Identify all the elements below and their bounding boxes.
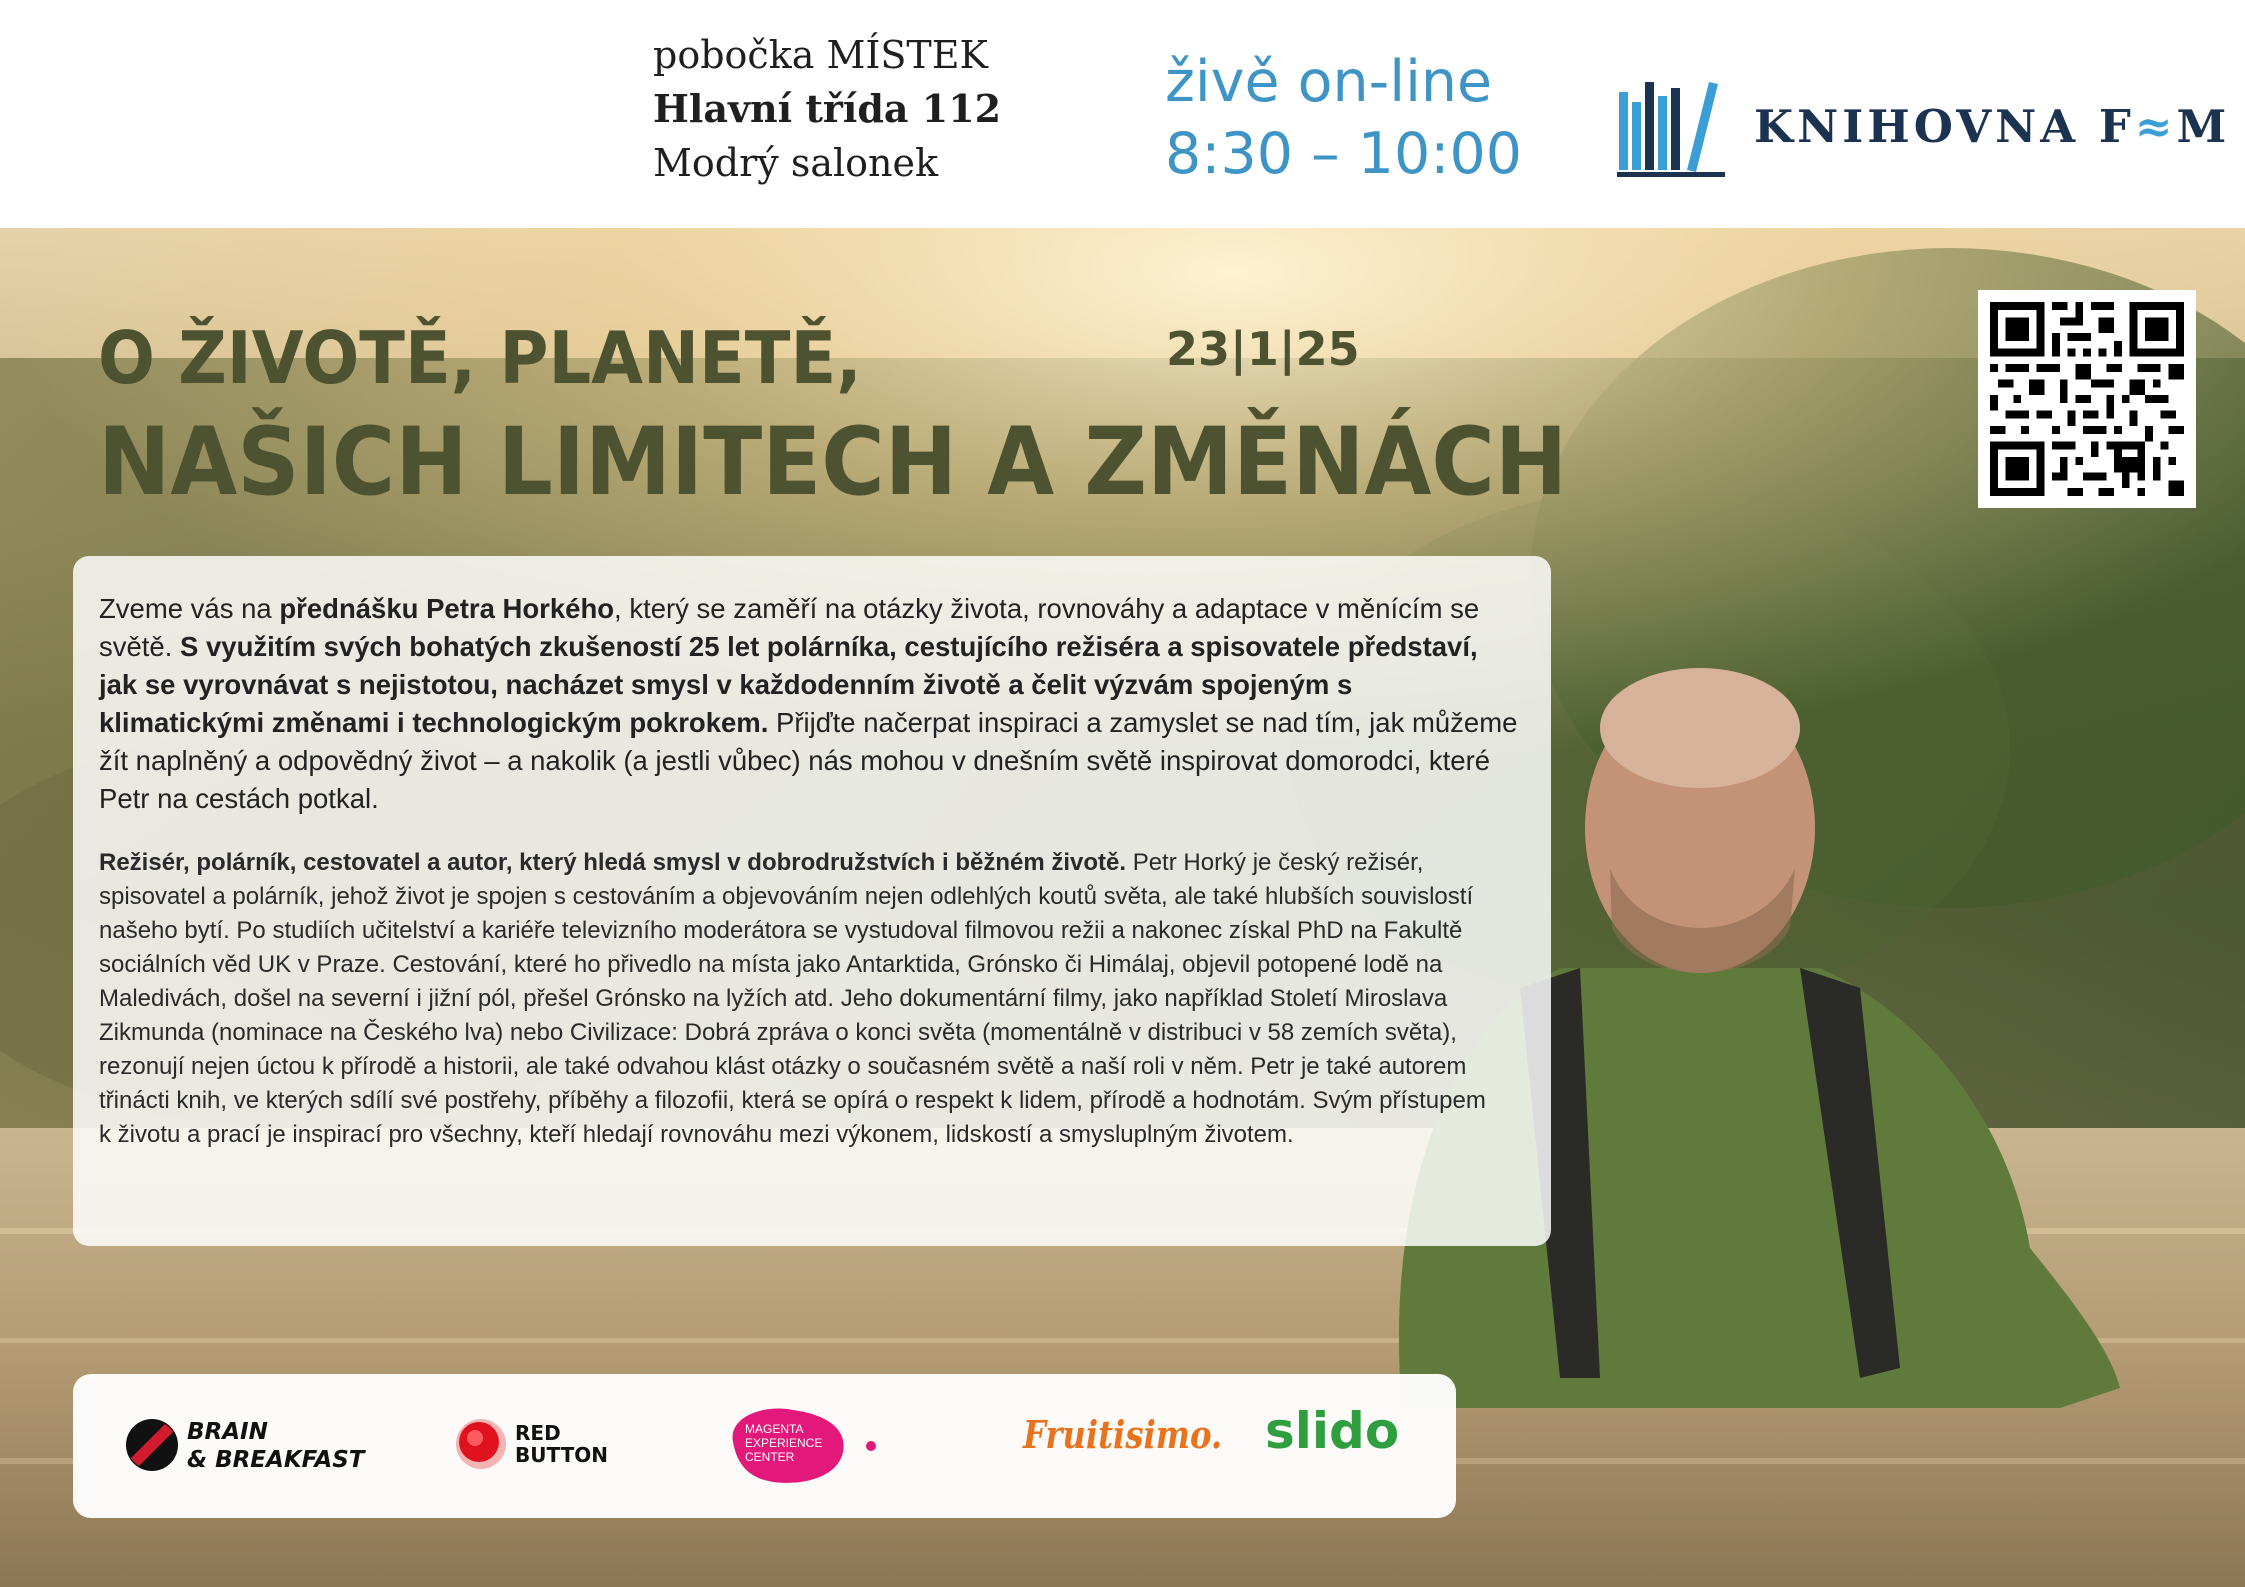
intro-highlight: S využitím svých bohatých zkušeností 25 let polárníka, cestujícího režiséra a spisovatele představí, jak se vyrovnávat s nejistotou, nacházet smysl v každodenním životě a čelit výzvám spojeným s klimatickými změnami i technologickým pokrokem. bbox=[99, 631, 1478, 738]
intro-text-1: Zveme vás na bbox=[99, 593, 280, 624]
library-name bbox=[1754, 100, 2230, 153]
intro-text-3: Přijďte načerpat inspiraci a zamyslet se nad tím, jak můžeme žít naplněný a odpovědný život – a nakolik (a jestli vůbec) nás mohou v dnešním světě inspirovat domorodci, které Petr na cestách potkal. bbox=[99, 707, 1518, 814]
live-info bbox=[1165, 46, 1522, 190]
event-date: 23|1|25 bbox=[1166, 322, 1360, 376]
magenta-line1: MAGENTA bbox=[745, 1422, 804, 1436]
brain-breakfast-line1: BRAIN bbox=[187, 1419, 268, 1445]
magenta-line3: CENTER bbox=[745, 1450, 795, 1464]
sponsor-slido bbox=[1265, 1402, 1405, 1472]
magenta-dot-icon bbox=[865, 1440, 877, 1452]
sponsor-red-button bbox=[455, 1416, 615, 1476]
event-title-line2: NAŠICH LIMITECH A ZMĚNÁCH bbox=[98, 408, 1568, 517]
sponsors-bar bbox=[73, 1374, 1456, 1518]
intro-speaker: přednášku Petra Horkého bbox=[279, 593, 615, 624]
library-name-mark: ≈ bbox=[2134, 100, 2177, 153]
branch-room: Modrý salonek bbox=[653, 141, 938, 185]
library-logo bbox=[1617, 78, 2231, 178]
qr-code-icon bbox=[1990, 302, 2184, 496]
intro-paragraph bbox=[99, 590, 1519, 818]
library-name-start: KNIHOVNA F bbox=[1754, 100, 2135, 153]
bio-paragraph bbox=[99, 846, 1499, 1152]
sponsor-fruitisimo bbox=[1023, 1412, 1223, 1472]
live-label: živě on-line bbox=[1165, 49, 1493, 115]
fruitisimo-logo: Fruitisimo. bbox=[1023, 1412, 1223, 1457]
bio-body: Petr Horký je český režisér, spisovatel a polárník, jehož život je spojen s cestováním a objevováním nejen odlehlých koutů světa, ale také hlubších souvislostí našeho bytí. Po studiích učitelství a kariéře televizního moderátora se vystudoval filmovou režii a nakonec získal PhD na Fakultě sociálních věd UK v Praze. Cestování, které ho přivedlo na místa jako Antarktida, Grónsko či Himálaj, objevil potopené lodě na Maledivách, došel na severní i jižní pól, přešel Grónsko na lyžích atd. Jeho dokumentární filmy, jako například Století Miroslava Zikmunda (nominace na Českého lva) nebo Civilizace: Dobrá zpráva o konci světa (momentálně v distribuci v 58 zemích světa), rezonují nejen úctou k přírodě a historii, ale také odvahou klást otázky o současném světě a naší roli v něm. Petr je také autorem třinácti knih, ve kterých sdílí své postřehy, příběhy a filozofii, která se opírá o respekt k lidem, přírodě a hodnotám. Svým přístupem k životu a prací je inspirací pro všechny, kteří hledají rovnováhu mezi výkonem, lidskostí a smysluplným životem. bbox=[99, 849, 1486, 1148]
red-button-line1: RED bbox=[515, 1421, 561, 1445]
event-title-line1: O ŽIVOTĚ, PLANETĚ, bbox=[98, 316, 862, 400]
header bbox=[0, 0, 2245, 228]
brain-breakfast-line2: & BREAKFAST bbox=[187, 1447, 365, 1473]
books-icon bbox=[1617, 78, 1727, 178]
magenta-line2: EXPERIENCE bbox=[745, 1436, 823, 1450]
intro-text-2: , který se zaměří na otázky života, rovnováhy a adaptace v měnícím se světě. bbox=[99, 593, 1480, 662]
bio-lead: Režisér, polárník, cestovatel a autor, který hledá smysl v dobrodružstvích i běžném životě. bbox=[99, 849, 1127, 876]
qr-code[interactable] bbox=[1978, 290, 2196, 508]
slido-logo: slido bbox=[1265, 1402, 1400, 1460]
red-button-logo-icon bbox=[455, 1418, 507, 1470]
branch-name: pobočka MÍSTEK bbox=[653, 33, 988, 77]
live-time: 8:30 – 10:00 bbox=[1165, 121, 1523, 187]
red-button-line2: BUTTON bbox=[515, 1443, 608, 1467]
branch-address: Hlavní třída 112 bbox=[653, 86, 1002, 131]
library-name-end: M bbox=[2176, 100, 2231, 153]
branch-info bbox=[653, 28, 1001, 190]
sponsor-brain-breakfast bbox=[125, 1416, 365, 1476]
brain-breakfast-logo-icon bbox=[125, 1418, 179, 1472]
sponsor-magenta bbox=[723, 1402, 903, 1492]
